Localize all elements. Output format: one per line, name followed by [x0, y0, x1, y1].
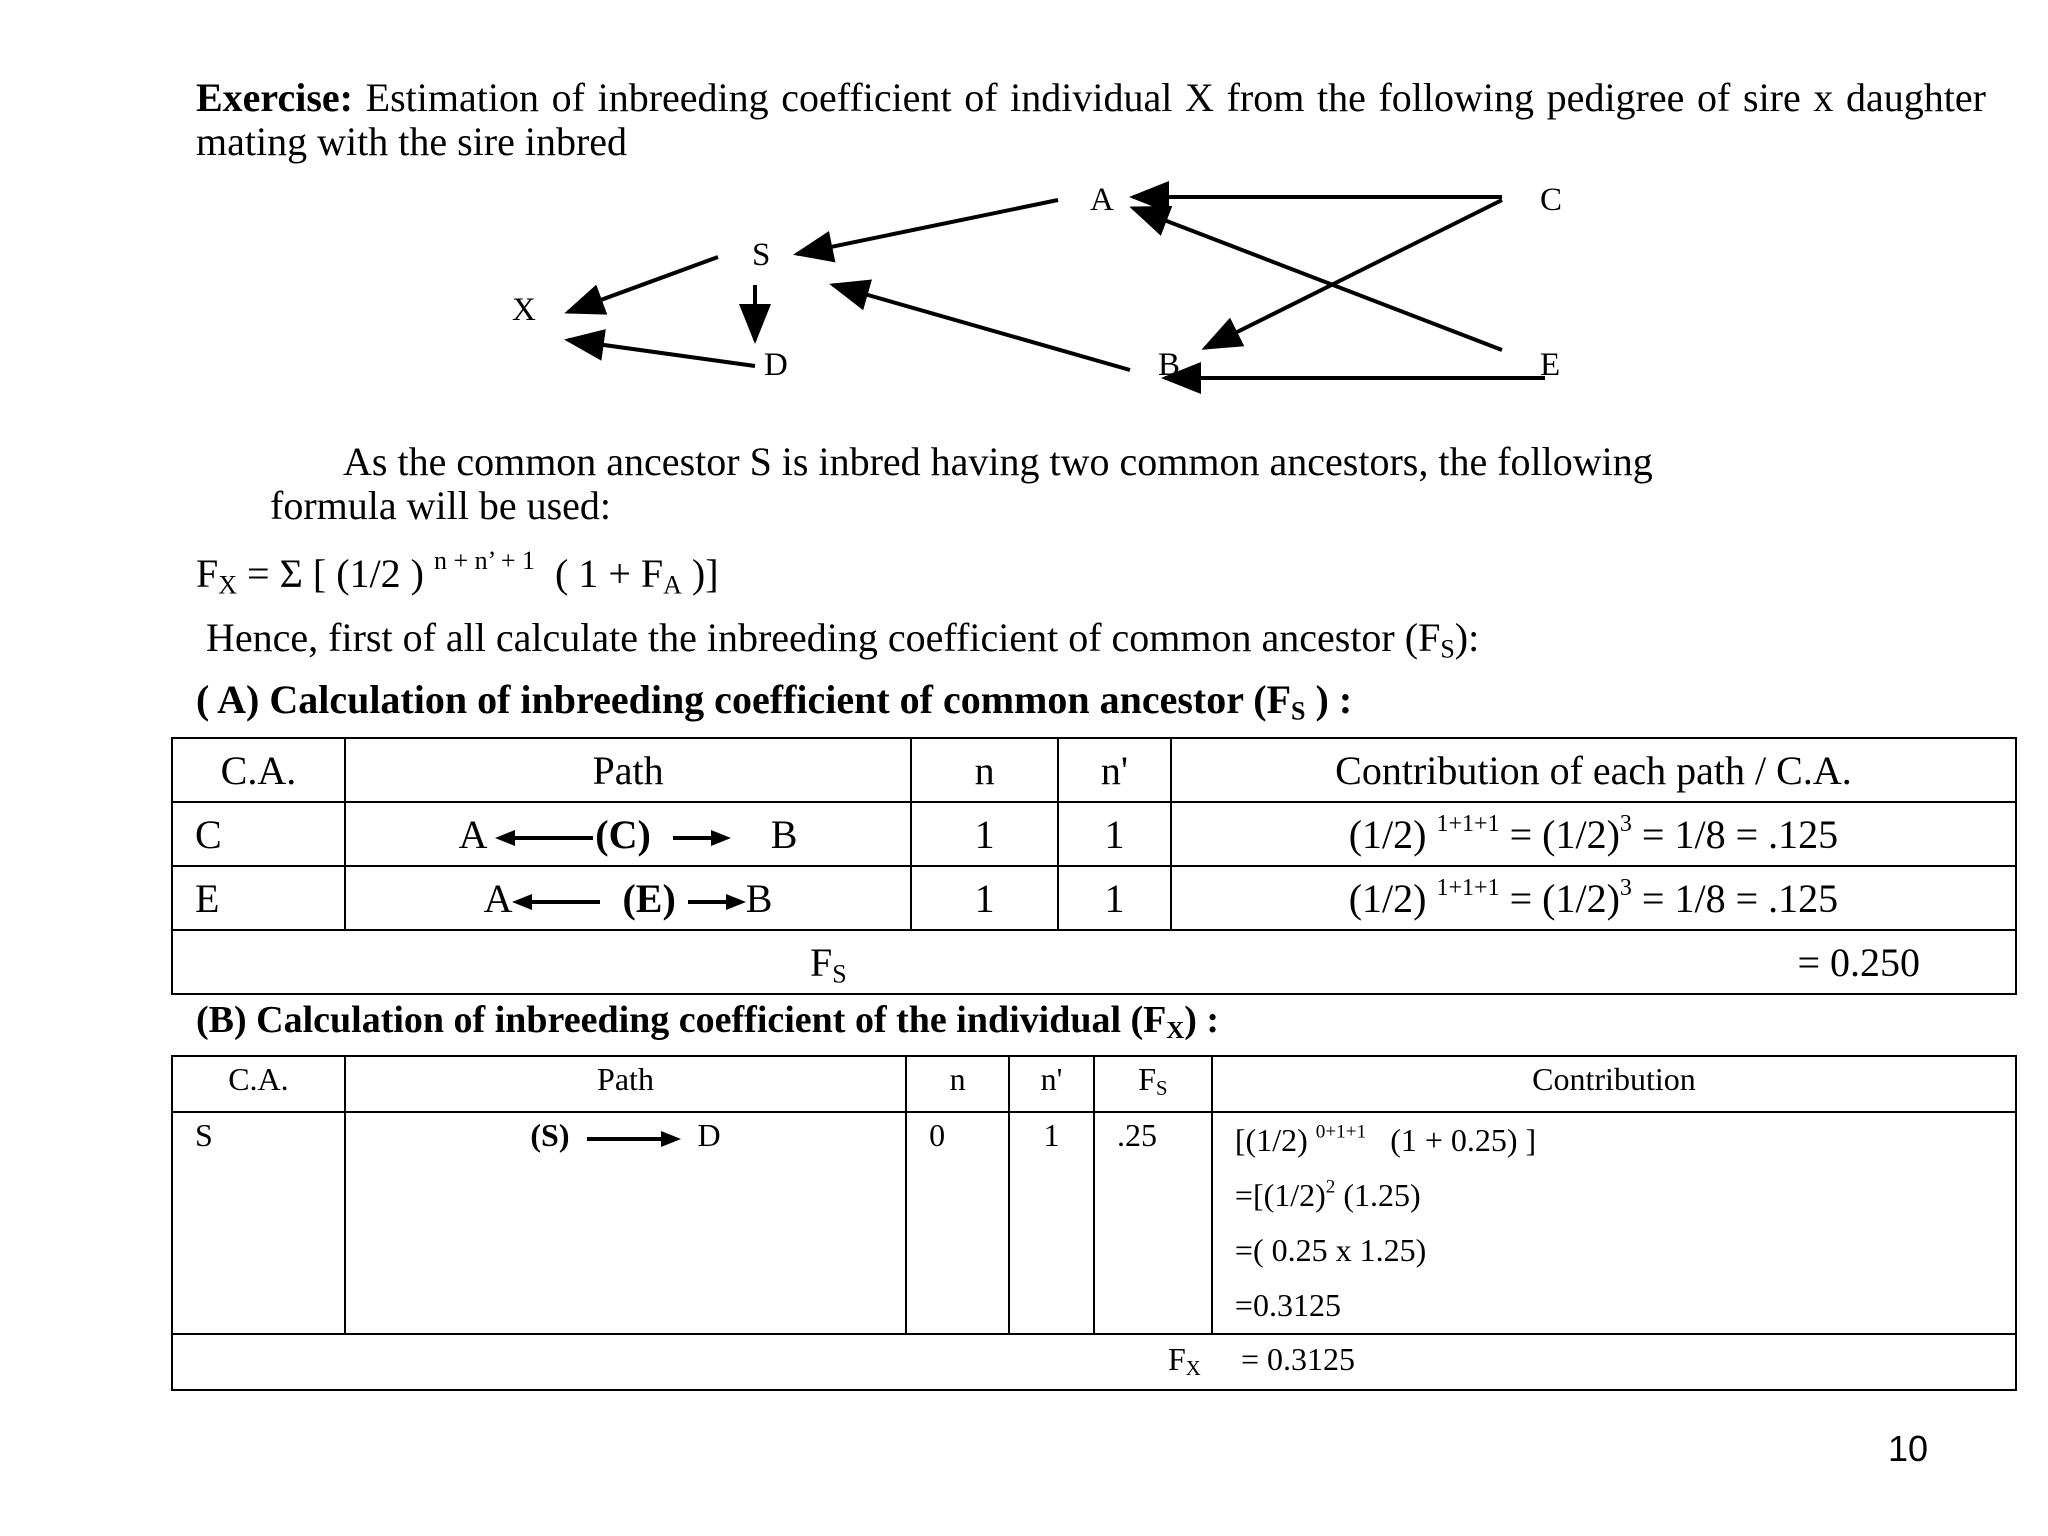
table-header-row	[172, 738, 2016, 802]
contribution-cell: (1/2) $^{1+1+1} = (1/2)^3 = 1/8 = .125$	[1171, 802, 2016, 866]
arrow-d-to-x	[568, 340, 755, 366]
path-cell: A (C) B	[345, 802, 911, 866]
node-s: S	[752, 237, 771, 273]
left-arrow-icon	[512, 892, 602, 912]
header-n: n	[911, 738, 1058, 802]
intro-line-2: formula will be used:	[270, 483, 612, 528]
header-n-prime: n'	[1058, 738, 1171, 802]
arrow-b-to-s	[833, 285, 1130, 370]
section-b-title: (B) Calculation of inbreeding coefficient of the individual $(F_X)$ :	[196, 999, 1220, 1045]
table-row	[172, 802, 2016, 866]
node-b: B	[1158, 347, 1181, 383]
contribution-line-3: =( 0.25 x 1.25)	[1234, 1232, 1427, 1268]
node-c: C	[1540, 182, 1563, 218]
page-number: 10	[1888, 1428, 1929, 1469]
contribution-line-2: $=[(1/2)^2$ (1.25)	[1234, 1176, 1421, 1213]
n-prime-cell: 1	[1058, 802, 1171, 866]
contribution-line-4: =0.3125	[1234, 1287, 1341, 1323]
table-individual	[171, 1055, 2017, 1391]
n-cell: 1	[911, 802, 1058, 866]
header-ca: C.A.	[172, 1056, 345, 1112]
header-contribution: Contribution of each path / C.A.	[1171, 738, 2016, 802]
header-path: Path	[345, 1056, 906, 1112]
table-row	[172, 866, 2016, 930]
path-cell: A (E) B	[345, 866, 911, 930]
intro-line-1: As the common ancestor S is inbred having two common ancestors, the following	[343, 439, 1653, 484]
pedigree-diagram	[0, 0, 2048, 420]
arrow-s-to-x	[568, 257, 718, 312]
node-a: A	[1090, 182, 1114, 218]
arrow-a-to-s	[797, 200, 1058, 254]
n-prime-cell: 1	[1009, 1112, 1094, 1334]
table-total-row	[172, 930, 2016, 994]
path-cell: (S) D	[345, 1112, 906, 1334]
node-d: D	[764, 347, 788, 383]
header-path: Path	[345, 738, 911, 802]
section-a-title: ( A) Calculation of inbreeding coefficient of common ancestor ($F_S$ ) :	[196, 677, 1353, 726]
right-arrow-icon	[686, 892, 746, 912]
table-common-ancestor	[171, 737, 2017, 995]
n-cell: 1	[911, 866, 1058, 930]
header-n-prime: n'	[1009, 1056, 1094, 1112]
total-value: = 0.250	[1797, 940, 1920, 985]
table-total-row	[172, 1334, 2016, 1390]
contribution-cell	[1212, 1112, 2016, 1334]
contribution-line-1: [(1/2) $^{0+1+1}$ (1 + 0.25) ]	[1234, 1121, 1537, 1158]
formula: $F_X = \Sigma$ [ (1/2 ) $^{n + n’ + 1}$ ( $1 + F_A$ )]	[196, 545, 719, 600]
header-ca: C.A.	[172, 738, 345, 802]
node-e: E	[1540, 347, 1561, 383]
right-arrow-icon	[671, 828, 731, 848]
n-cell: 0	[906, 1112, 1009, 1334]
total-label: $F_X$	[1168, 1341, 1201, 1381]
exercise-label: Exercise:	[196, 75, 353, 120]
contribution-cell: (1/2) $^{1+1+1} = (1/2)^3 = 1/8 = .125$	[1171, 866, 2016, 930]
exercise-text: Estimation of inbreeding coefficient of individual X from the following pedigree of sire x daughter mating with the sire inbred	[196, 75, 1986, 164]
left-arrow-icon	[495, 828, 595, 848]
total-value: = 0.3125	[1241, 1341, 1356, 1377]
ca-cell: S	[172, 1112, 345, 1334]
ca-cell: E	[172, 866, 345, 930]
fs-cell: .25	[1094, 1112, 1212, 1334]
n-prime-cell: 1	[1058, 866, 1171, 930]
table-row	[172, 1112, 2016, 1334]
header-contribution: Contribution	[1212, 1056, 2016, 1112]
node-x: X	[512, 292, 536, 328]
ca-cell: C	[172, 802, 345, 866]
total-label: $F_S$	[810, 940, 847, 989]
header-fs: $F_S$	[1094, 1056, 1212, 1112]
table-header-row	[172, 1056, 2016, 1112]
hence-line: Hence, first of all calculate the inbreeding coefficient of common ancestor $(F_S)$:	[206, 615, 1480, 664]
arrow-c-to-b	[1205, 200, 1502, 348]
header-n: n	[906, 1056, 1009, 1112]
right-arrow-icon	[585, 1129, 681, 1149]
